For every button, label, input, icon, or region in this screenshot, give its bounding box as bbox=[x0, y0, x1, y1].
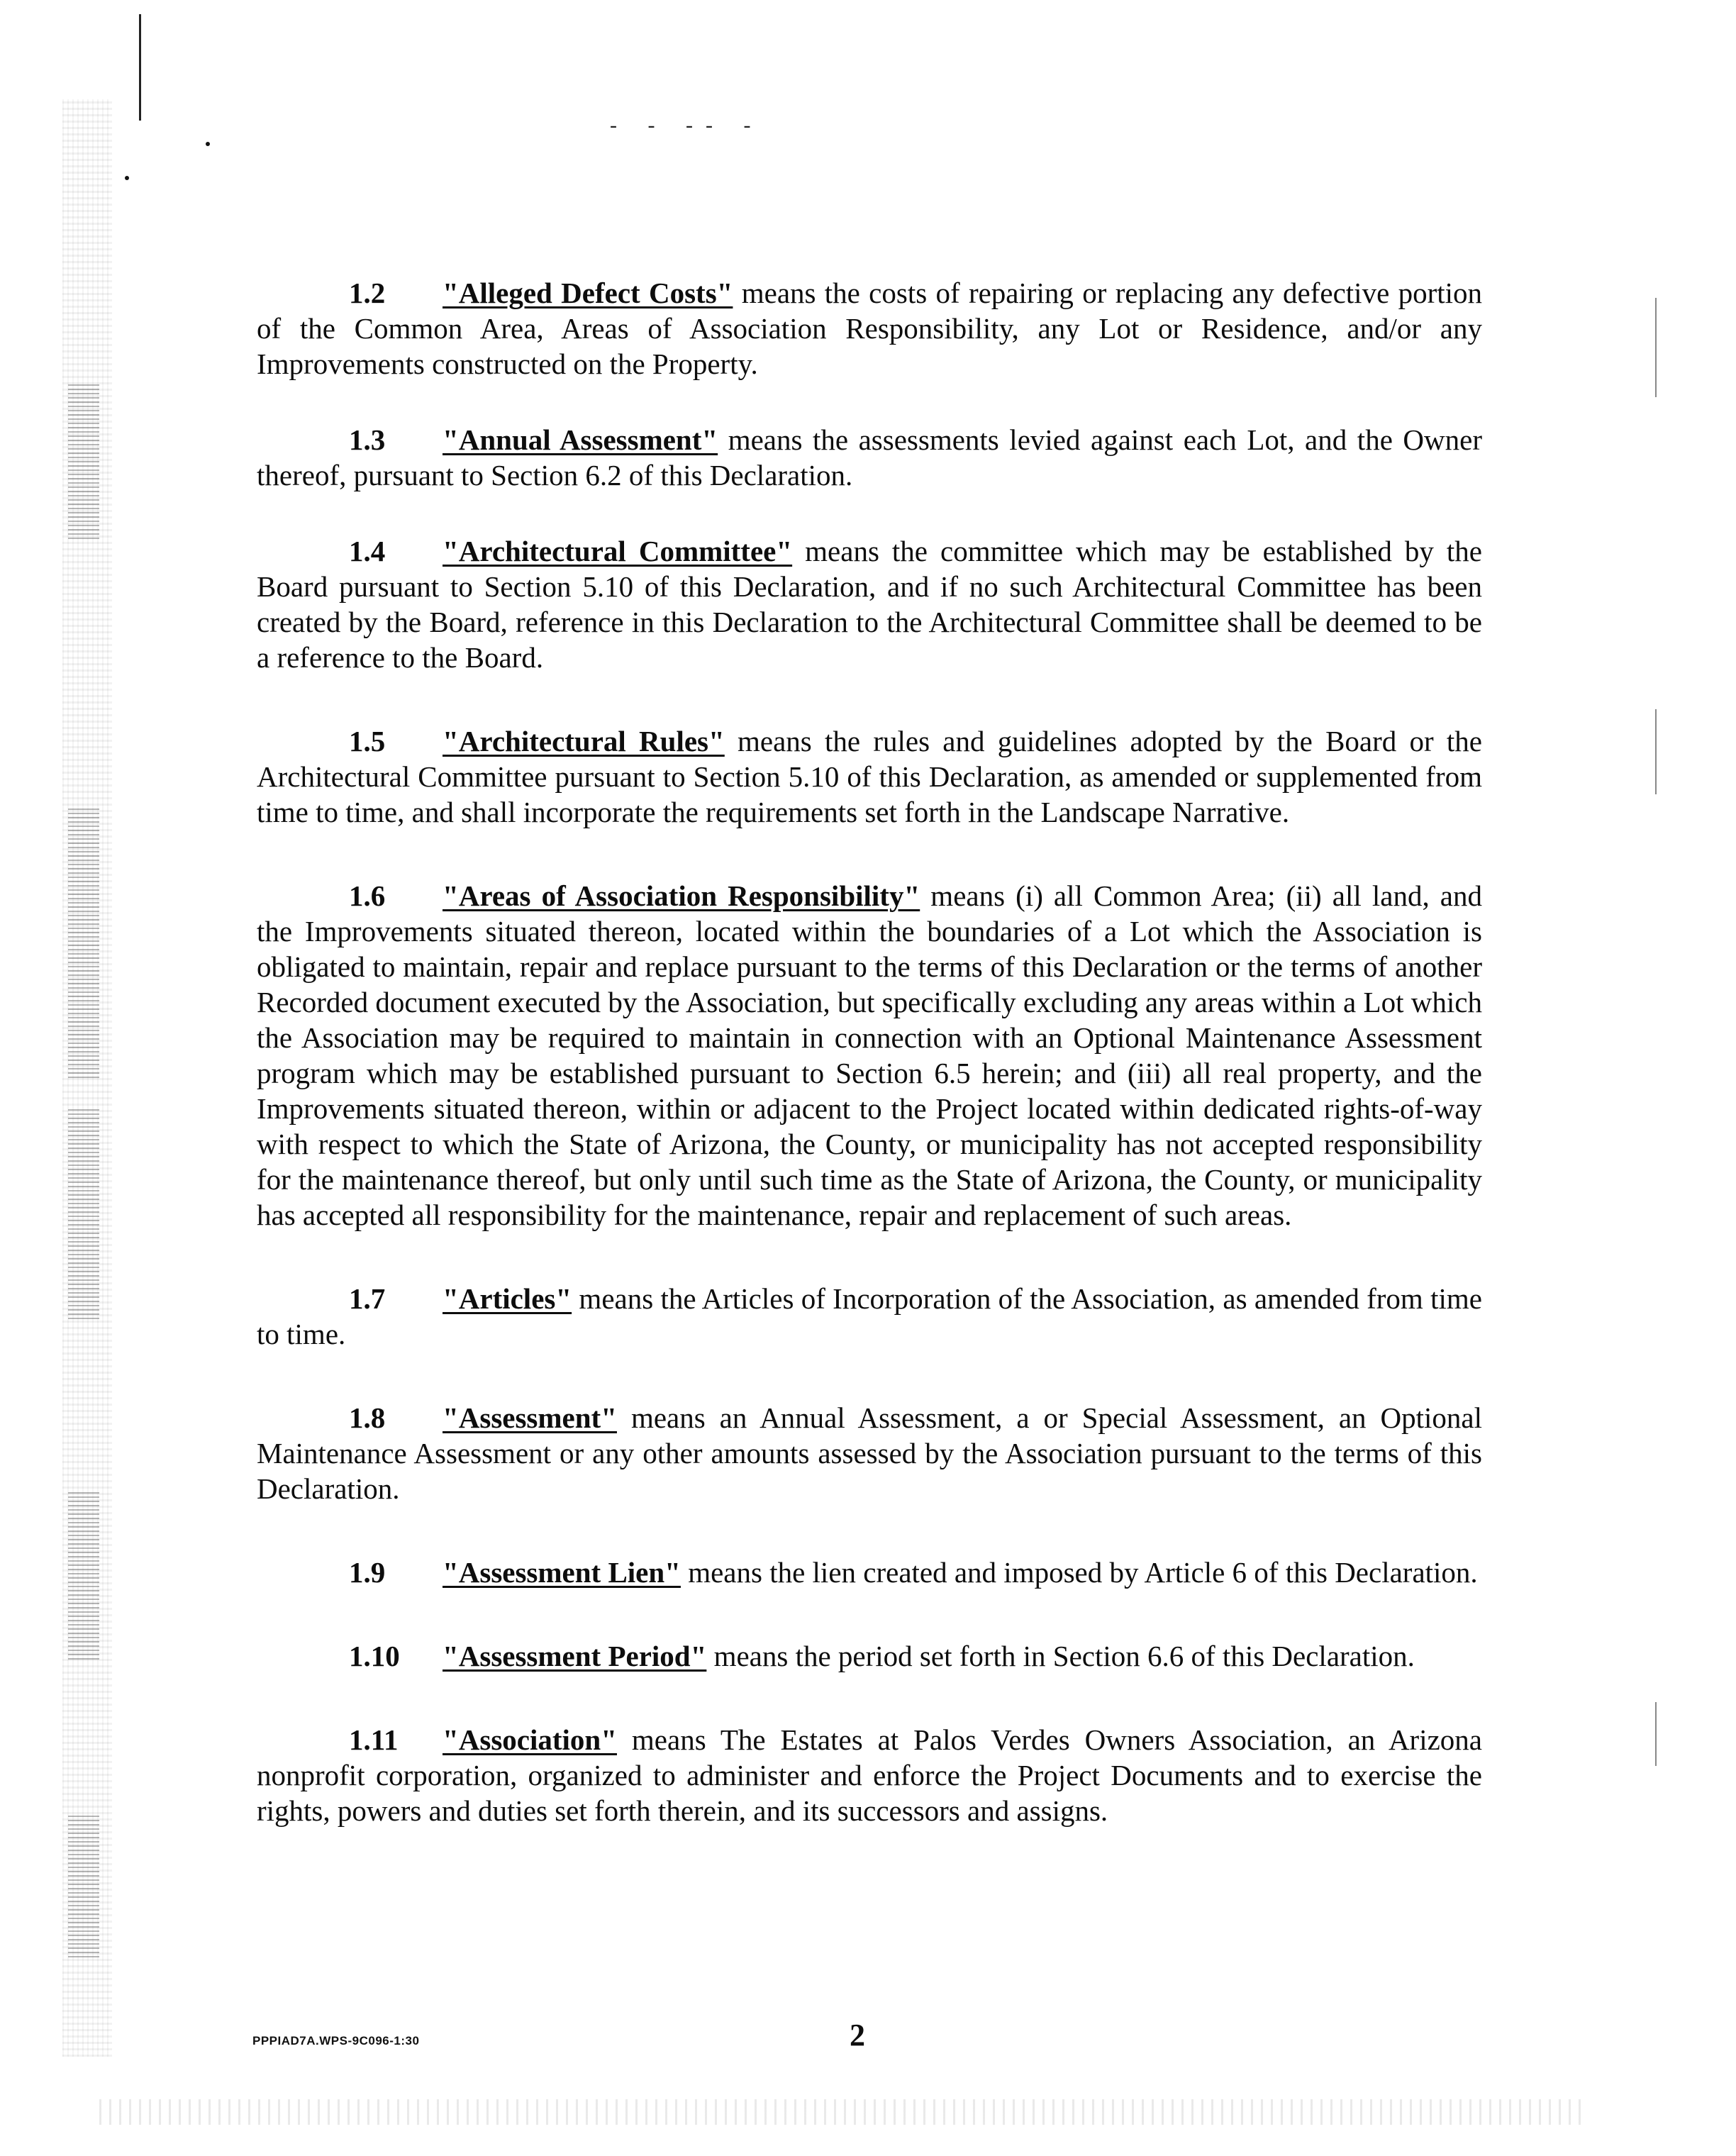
scan-margin-shadow bbox=[68, 1489, 99, 1660]
section-number: 1.6 bbox=[349, 879, 386, 912]
section-number: 1.4 bbox=[349, 535, 386, 567]
defined-term: "Assessment Lien" bbox=[443, 1556, 681, 1589]
scan-margin-shadow bbox=[68, 1816, 99, 1957]
document-body bbox=[257, 275, 1482, 1869]
defined-term: "Annual Assessment" bbox=[443, 423, 718, 456]
defined-term: "Association" bbox=[443, 1723, 617, 1756]
section-number: 1.2 bbox=[349, 277, 386, 309]
defined-term: "Architectural Rules" bbox=[443, 725, 725, 757]
scan-margin-shadow bbox=[68, 1106, 99, 1319]
section-number: 1.8 bbox=[349, 1401, 386, 1434]
definition-text: means the assessments levied against each Lot, and the Owner thereof, pursuant to Section 6.2 of this Declaration. bbox=[257, 423, 1482, 491]
definition-1-9 bbox=[257, 1555, 1482, 1590]
scan-margin-line bbox=[139, 14, 141, 121]
section-number: 1.3 bbox=[349, 423, 386, 456]
definition-text: means the committee which may be established by the Board pursuant to Section 5.10 of this Declaration, and if no such Architectural Committee has been created by the Board, reference in this Declaration to the Architectural Committee shall be deemed to be a reference to the Board. bbox=[257, 535, 1482, 674]
document-footer-code: PPPIAD7A.WPS-9C096-1:30 bbox=[252, 2034, 420, 2047]
scan-top-marks: - - -- - bbox=[610, 113, 764, 137]
scan-speck bbox=[125, 176, 129, 180]
definition-text: means the rules and guidelines adopted by the Board or the Architectural Committee pursuant to Section 5.10 of this Declaration, as amended or supplemented from time to time, and shall incorporate the requirements set forth in the Landscape Narrative. bbox=[257, 725, 1482, 828]
definition-1-10 bbox=[257, 1638, 1482, 1674]
definition-text: means (i) all Common Area; (ii) all land, and the Improvements situated thereon, located within the boundaries of a Lot which the Association is obligated to maintain, repair and replace pursuant to the terms of this Declaration or the terms of another Recorded document executed by the Association, but specifically excluding any areas within a Lot which the Association may be required to maintain in connection with an Optional Maintenance Assessment program which may be established pursuant to Section 6.5 herein; and (iii) all real property, and the Improvements situated thereon, within or adjacent to the Project located within dedicated rights-of-way with respect to which the State of Arizona, the County, or municipality has not accepted responsibility for the maintenance thereof, but only until such time as the State of Arizona, the County, or municipality has accepted all responsibility for the maintenance, repair and replacement of such areas. bbox=[257, 879, 1482, 1231]
scan-right-line bbox=[1655, 709, 1657, 794]
defined-term: "Assessment Period" bbox=[443, 1640, 707, 1672]
definition-text: means the period set forth in Section 6.6 of this Declaration. bbox=[706, 1640, 1415, 1672]
definition-1-3 bbox=[257, 422, 1482, 493]
section-number: 1.11 bbox=[349, 1723, 399, 1756]
scan-bottom-noise bbox=[99, 2099, 1588, 2125]
definition-1-6 bbox=[257, 878, 1482, 1233]
definition-text: means The Estates at Palos Verdes Owners Association, an Arizona nonprofit corporation, organized to administer and enforce the Project Documents and to exercise the rights, powers and duties set forth therein, and its successors and assigns. bbox=[257, 1723, 1482, 1827]
section-number: 1.7 bbox=[349, 1282, 386, 1315]
scan-right-line bbox=[1655, 298, 1657, 397]
definition-1-7 bbox=[257, 1281, 1482, 1352]
section-number: 1.10 bbox=[349, 1640, 400, 1672]
definition-1-4 bbox=[257, 533, 1482, 675]
defined-term: "Alleged Defect Costs" bbox=[443, 277, 733, 309]
definition-1-8 bbox=[257, 1400, 1482, 1506]
definition-1-2 bbox=[257, 275, 1482, 382]
definition-1-11 bbox=[257, 1722, 1482, 1828]
defined-term: "Articles" bbox=[443, 1282, 572, 1315]
scan-right-line bbox=[1655, 1702, 1657, 1766]
page-number: 2 bbox=[850, 2018, 865, 2052]
section-number: 1.5 bbox=[349, 725, 386, 757]
definition-text: means the lien created and imposed by Article 6 of this Declaration. bbox=[680, 1556, 1478, 1589]
scan-speck bbox=[206, 142, 210, 146]
definition-text: means the costs of repairing or replacing any defective portion of the Common Area, Areas of Association Responsibility, any Lot or Residence, and/or any Improvements constructed on the Property. bbox=[257, 277, 1483, 380]
defined-term: "Areas of Association Responsibility" bbox=[443, 879, 920, 912]
definition-1-5 bbox=[257, 723, 1482, 830]
definition-text: means the Articles of Incorporation of the Association, as amended from time to time. bbox=[257, 1282, 1482, 1350]
scan-margin-shadow bbox=[68, 808, 99, 1078]
section-number: 1.9 bbox=[349, 1556, 386, 1589]
definition-text: means an Annual Assessment, a or Special Assessment, an Optional Maintenance Assessment or any other amounts assessed by the Association pursuant to the terms of this Declaration. bbox=[257, 1401, 1482, 1505]
defined-term: "Architectural Committee" bbox=[443, 535, 793, 567]
scan-margin-shadow bbox=[68, 383, 99, 539]
defined-term: "Assessment" bbox=[443, 1401, 617, 1434]
